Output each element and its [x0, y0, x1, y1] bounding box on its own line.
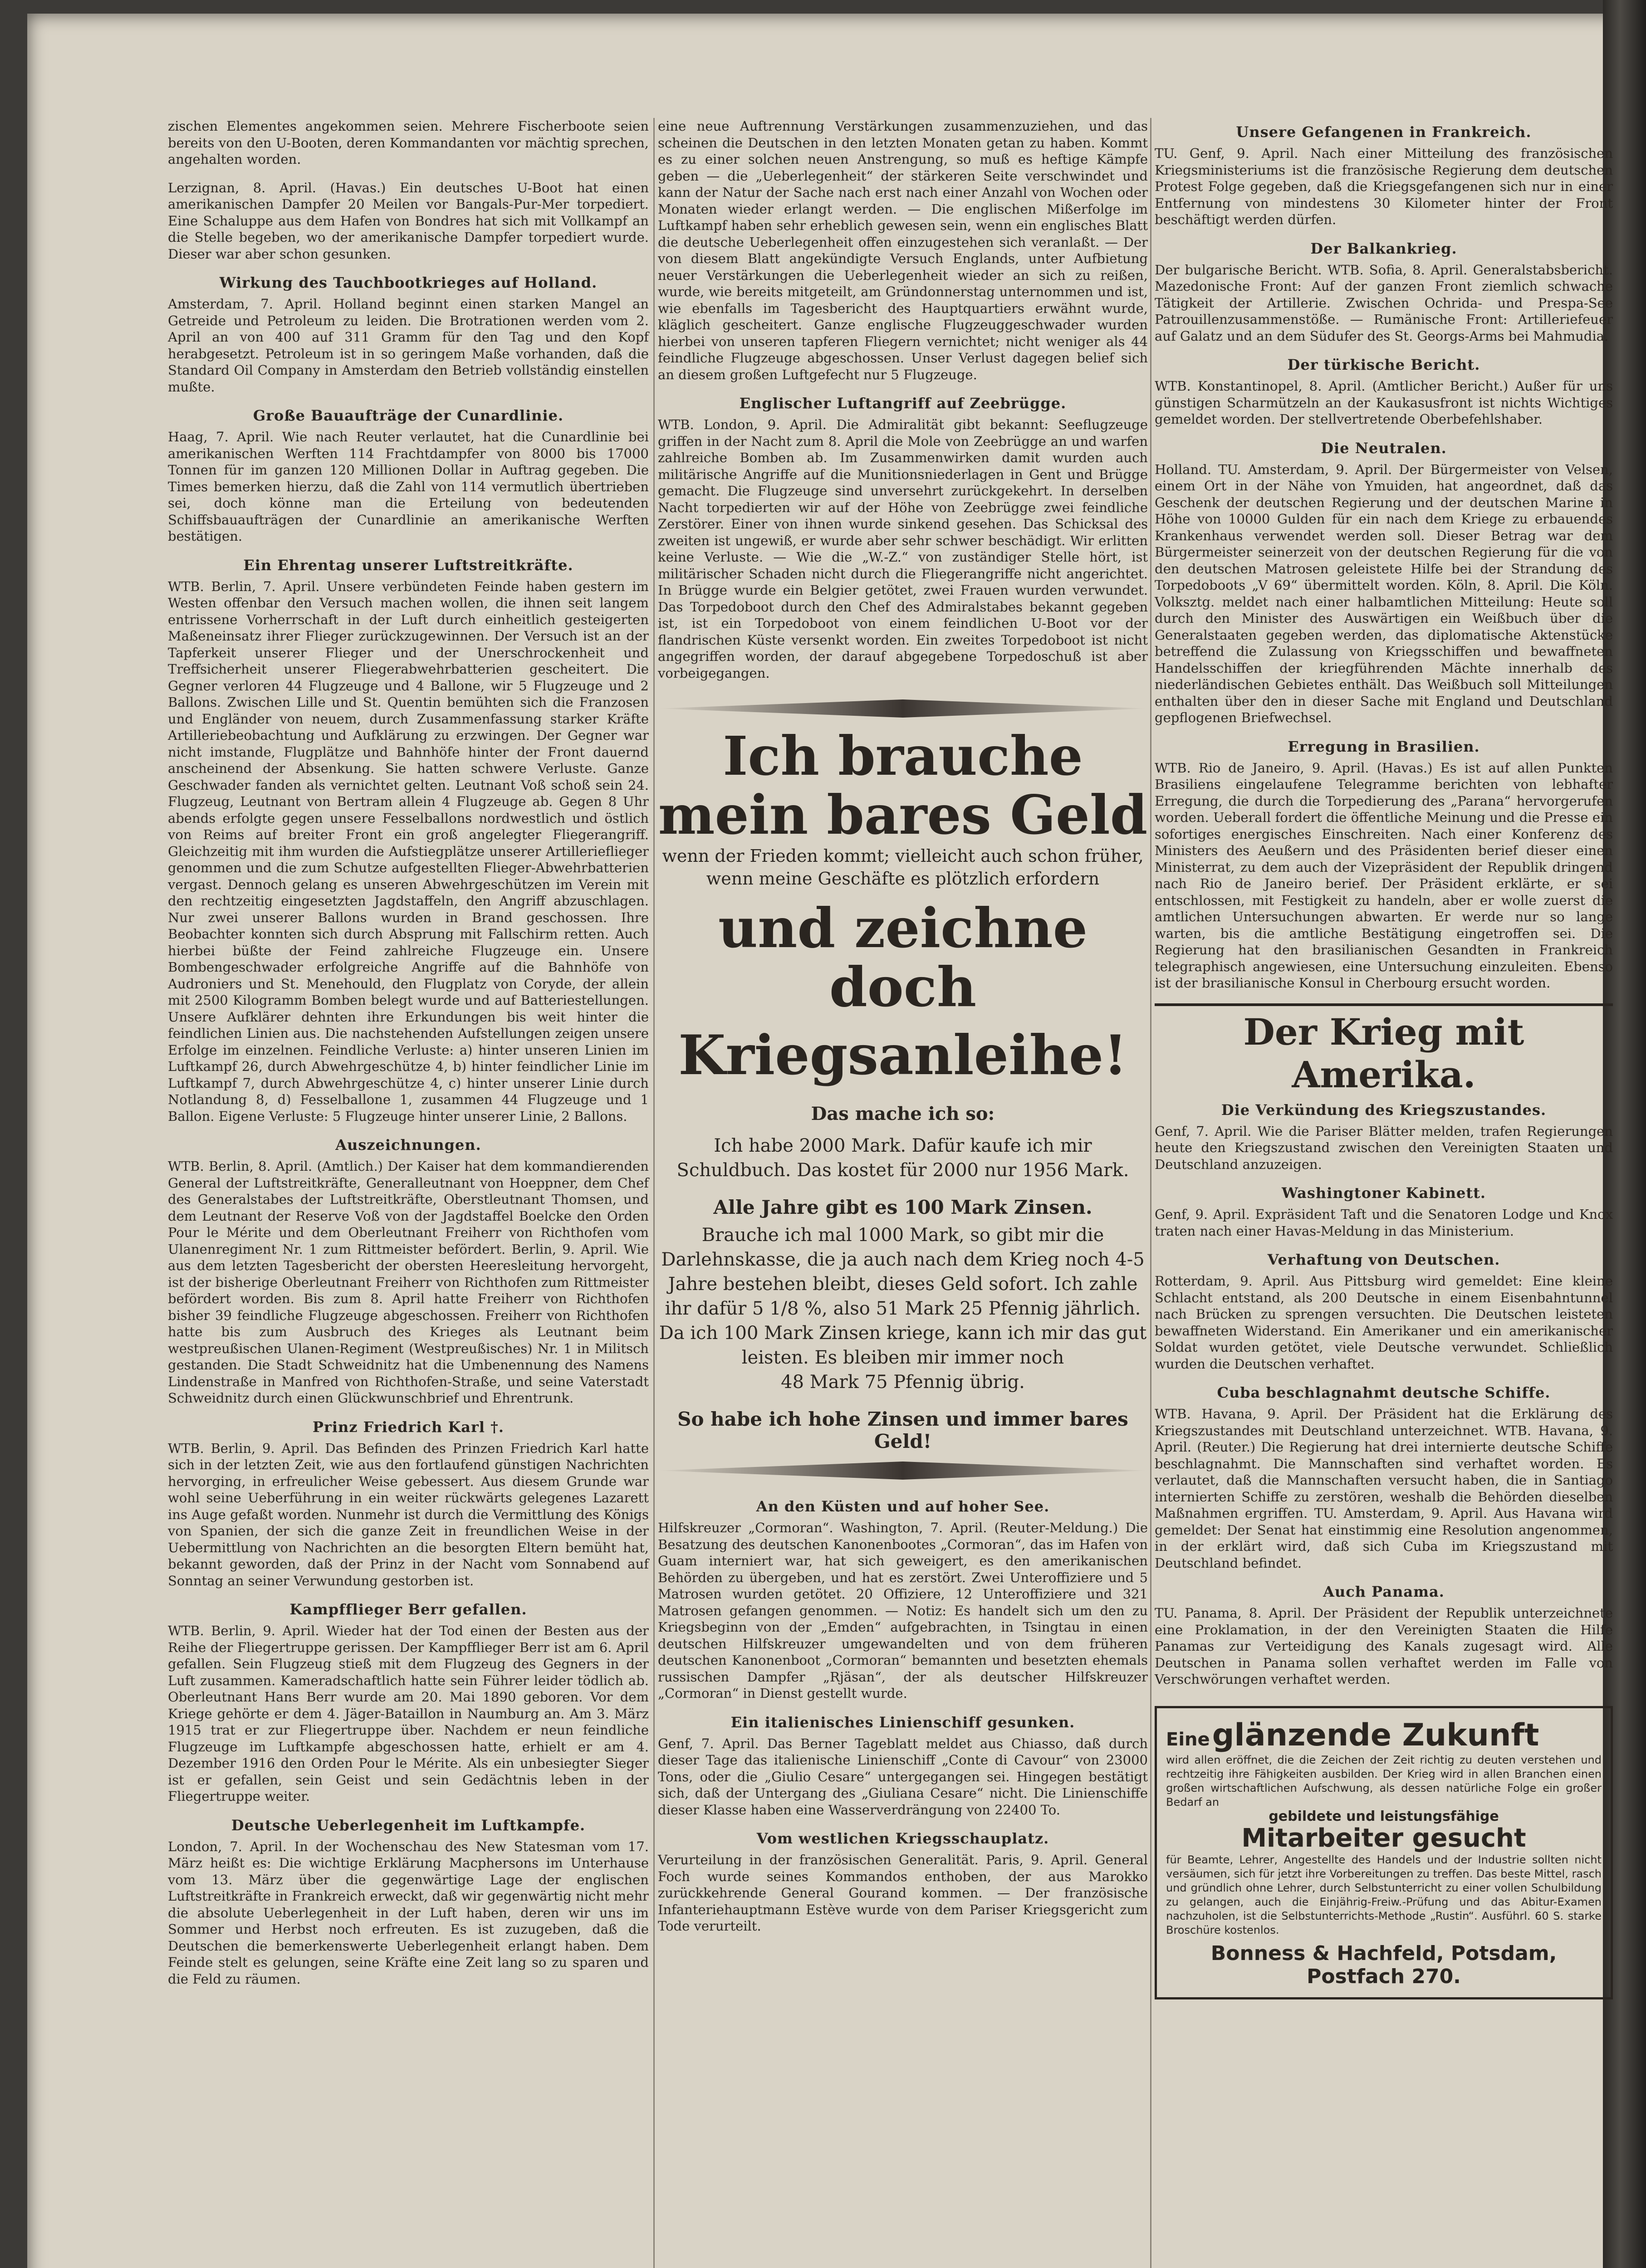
article-heading: Deutsche Ueberlegenheit im Luftkampfe. — [231, 1816, 586, 1834]
article — [1155, 240, 1613, 345]
article-body: TU. Genf, 9. April. Nach einer Mitteilung des französischen Kriegsministeriums ist die französische Regierung dem deutschen Protest Folge gegeben, daß die Kriegsgefangenen sich nur in einer Entfernung von mindestens 30 Kilometer hinter der Front beschäftigt werden dürfen. — [1155, 146, 1613, 227]
article-heading: Cuba beschlagnahmt deutsche Schiffe. — [1217, 1384, 1551, 1401]
article — [168, 118, 649, 168]
article — [168, 1601, 649, 1805]
article-heading: Vom westlichen Kriegsschauplatz. — [756, 1830, 1049, 1847]
article-heading: Erregung in Brasilien. — [1288, 738, 1480, 755]
ad-headline: Kriegsanleihe! — [678, 1023, 1127, 1087]
ad-headline: Mitarbeiter gesucht — [1241, 1823, 1526, 1853]
article — [168, 180, 649, 263]
ad-eine: Eine — [1166, 1729, 1210, 1750]
article-body: Holland. TU. Amsterdam, 9. April. Der Bürgermeister von Velsen, einem Ort in der Nähe von Ymuiden, hat angeordnet, daß das Geschenk der deutschen Regierung und der deutschen Marine in Höhe von 10000 Gulden für ein nach dem Kriege zu erbauendes Krankenhaus verwendet werden soll. Dieser Betrag war dem Bürgermeister seinerzeit von der deutschen Regierung für die von den deutschen Matrosen geleistete Hilfe bei der Strandung des Torpedoboots „V 69“ übermittelt worden. Köln, 8. April. Die Köln. Volksztg. meldet nach einer halbamtlichen Mitteilung: Heute soll durch den Minister des Auswärtigen ein Weißbuch über die Generalstaaten gegeben werden, das diplomatische Aktenstücke betreffend die Zulassung von Kriegsschiffen und bewaffneten Handelsschiffen der kriegführenden Mächte innerhalb des niederländischen Gebietes enthält. Das Weißbuch soll Mitteilungen enthalten über den in dieser Sache mit England und Deutschland gepflogenen Briefwechsel. — [1155, 461, 1613, 725]
article-body: WTB. London, 9. April. Die Admiralität gibt bekannt: Seeflugzeuge griffen in der Nacht zum 8. April die Mole von Zeebrügge an und warfen zahlreiche Bomben ab. Im Zusammenwirken damit wurden auch militärische Angriffe auf die Munitionsniederlagen in Gent und Brügge gemacht. Die Flugzeuge sind unversehrt zurückgekehrt. In derselben Nacht torpedierten wir auf der Höhe von Zeebrügge zwei feindliche Zerstörer. Einer von ihnen wurde sinkend gesehen. Das Schicksal des zweiten ist ungewiß, er wurde aber sehr schwer beschädigt. Wir erlitten keine Verluste. — Wie die „W.-Z.“ von zuständiger Stelle hört, ist militärischer Schaden nicht durch die Fliegerangriffe nicht angerichtet. In Brügge wurde ein Belgier getötet, zwei Frauen wurden verwundet. Das Torpedoboot durch den Chef des Admiralstabes bekannt gegeben ist, ist ein Torpedoboot von einem feindlichen U-Boot vor der flandrischen Küste versenkt worden. Ein zweites Torpedoboot ist nicht angegriffen worden, der darauf abgegebene Torpedoschuß ist aber vorbeigegangen. — [658, 417, 1148, 681]
article — [1155, 1251, 1613, 1372]
column-middle — [658, 118, 1148, 1946]
ad-subline: wenn meine Geschäfte es plötzlich erfordern — [706, 869, 1100, 889]
article-body: Haag, 7. April. Wie nach Reuter verlautet, hat die Cunardlinie bei amerikanischen Werften 114 Frachtdampfer von 8000 bis 17000 Tonnen für im ganzen 120 Millionen Dollar in Auftrag gegeben. Die Times bemerken hierzu, daß die Zahl von 114 vermutlich übertrieben sei, doch könne man die Erteilung von bedeutenden Schiffsbauaufträgen der Cunardlinie an amerikanische Werften bestätigen. — [168, 429, 649, 544]
column-rule — [1150, 118, 1151, 2268]
article — [1155, 1384, 1613, 1571]
article — [1155, 123, 1613, 228]
article — [658, 1714, 1148, 1818]
article-body: WTB. Berlin, 9. April. Das Befinden des Prinzen Friedrich Karl hatte sich in der letzten Zeit, wie aus den fortlaufend günstigen Nachrichten hervorging, in erfreulicher Weise gebessert. Aus diesem Grunde war wohl seine Ueberführung in ein weiter rückwärts gelegenes Lazarett ins Auge gefaßt worden. Nunmehr ist durch die Vermittlung des Königs von Spanien, der sich die ganze Zeit in freundlichen Weise in der Uebermittlung von Nachrichten an die besorgten Eltern bemüht hat, bekannt geworden, daß der Prinz in der Nacht vom Sonnabend auf Sonntag an seiner Verwundung gestorben ist. — [168, 1440, 649, 1589]
article-body: Genf, 7. April. Das Berner Tageblatt meldet aus Chiasso, daß durch dieser Tage das italienische Linienschiff „Conte di Cavour“ von 23000 Tons, oder die „Giulio Cesare“ untergegangen sei. Hingegen bestätigt sich, daß der Untergang des „Giuliana Cesare“ nicht. Die Linienschiffe dieser Klasse haben eine Wasserverdrängung von 22400 To. — [658, 1735, 1148, 1818]
section-title-amerika: Der Krieg mit Amerika. — [1155, 1003, 1613, 1096]
article-body: Genf, 7. April. Wie die Pariser Blätter melden, trafen Regierungen heute den Kriegszustand zwischen den Vereinigten Staaten und Deutschland anzuzeigen. — [1155, 1123, 1613, 1172]
article-body: WTB. Konstantinopel, 8. April. (Amtlicher Bericht.) Außer für uns günstigen Scharmützeln an der Kaukasusfront ist nichts Wichtiges gemeldet worden. Der stellvertretende Oberbefehlshaber. — [1155, 378, 1613, 427]
ad-headline: glänzende Zukunft — [1212, 1717, 1539, 1753]
article — [1155, 356, 1613, 428]
article-heading: Unsere Gefangenen in Frankreich. — [1236, 123, 1532, 141]
column-left — [168, 118, 649, 1999]
article-body: London, 7. April. In der Wochenschau des New Statesman vom 17. März heißt es: Die wichtige Erklärung Macphersons im Unterhause vom 13. März über die gegenwärtige Lage der englischen Luftstreitkräfte in Frankreich erweckt, daß wir gegenwärtig nicht mehr die absolute Ueberlegenheit in der Luft haben, deren wir uns im Sommer und Herbst noch erfreuten. Es ist zuzugeben, daß die Deutschen die bemerkenswerte Ueberlegenheit erlangt haben. Dem Feinde stelt es gelungen, seine Kräfte eine Zeit lang so zu sparen und die Feld zu räumen. — [168, 1838, 649, 1987]
article — [658, 1498, 1148, 1702]
ornament-divider — [658, 699, 1148, 718]
article-body: Amsterdam, 7. April. Holland beginnt einen starken Mangel an Getreide und Petroleum zu leiden. Die Brotrationen werden vom 2. April an von 400 auf 311 Gramm für den Tag und den Kopf herabgesetzt. Petroleum ist in so geringem Maße vorhanden, daß die Standard Oil Company in Amsterdam den Betrieb vollständig einstellen mußte. — [168, 296, 649, 395]
zukunft-advertisement — [1155, 1706, 1613, 1999]
article — [1155, 738, 1613, 992]
article-heading: Englischer Luftangriff auf Zeebrügge. — [739, 395, 1067, 412]
ad-text: Schuldbuch. Das kostet für 2000 nur 1956 Mark. — [676, 1160, 1129, 1181]
ad-body-emphasis: gebildete und leistungsfähige — [1269, 1808, 1499, 1824]
article-heading: Prinz Friedrich Karl †. — [312, 1418, 505, 1436]
ad-text: Brauche ich mal 1000 Mark, so gibt mir die Darlehnskasse, die ja auch nach dem Krieg noch 4-5 Jahre bestehen bleibt, dieses Geld sofort. Ich zahle ihr dafür 5 1/8 %, also 51 Mark 25 Pfennig jährlich. Da ich 100 Mark Zinsen kriege, kann ich mir das gut leisten. Es bleiben mir immer noch — [659, 1225, 1147, 1368]
kriegsanleihe-advertisement — [658, 699, 1148, 1480]
ad-interest: Alle Jahre gibt es 100 Mark Zinsen. — [713, 1196, 1092, 1218]
article-heading: Der türkische Bericht. — [1287, 356, 1480, 373]
column-right — [1155, 118, 1613, 1999]
article-body: Hilfskreuzer „Cormoran“. Washington, 7. April. (Reuter-Meldung.) Die Besatzung des deutschen Kanonenbootes „Cormoran“, das im Hafen von Guam interniert war, hat sich geweigert, es den amerikanischen Behörden zu übergeben, und hat es zerstört. Zwei Unteroffiziere und 5 Matrosen wurden getötet. 20 Offiziere, 12 Unteroffiziere und 321 Matrosen gefangen genommen. — Notiz: Es handelt sich um den zu Kriegsbeginn von der „Emden“ aufgebrachten, in Tsingtau in einen deutschen Hilfskreuzer umgewandelten und von dem früheren deutschen Kanonenboot „Cormoran“ bemannten und besetzten ehemals russischen Dampfer „Rjäsan“, der als deutscher Hilfskreuzer „Cormoran“ in Dienst gestellt wurde. — [658, 1520, 1148, 1701]
article-heading: Verhaftung von Deutschen. — [1267, 1251, 1500, 1268]
article-heading: Die Verkündung des Kriegszustandes. — [1221, 1101, 1547, 1119]
article-body: WTB. Havana, 9. April. Der Präsident hat die Erklärung des Kriegszustandes mit Deutschland unterzeichnet. WTB. Havana, 9. April. (Reuter.) Die Regierung hat drei internierte deutsche Schiffe beschlagnahmt. Die Mannschaften sind verhaftet worden. Es verlautet, daß die Mannschaften versucht haben, die in Santiago internierten Schiffe zu zerstören, weshalb die Behörden dieselben Maßnahmen ergriffen. TU. Amsterdam, 9. April. Aus Havana wird gemeldet: Der Senat hat einstimmig eine Resolution angenommen, in der erklärt wird, daß sich Cuba im Kriegszustand mit Deutschland befindet. — [1155, 1406, 1613, 1571]
article-body: WTB. Berlin, 9. April. Wieder hat der Tod einen der Besten aus der Reihe der Fliegertruppe gerissen. Der Kampfflieger Berr ist am 6. April gefallen. Sein Flugzeug stieß mit dem Flugzeug des Gegners in der Luft zusammen. Kameradschaftlich hatte sein Führer leider tödlich ab. Oberleutnant Hans Berr wurde am 20. Mai 1890 geboren. Vor dem Kriege gehörte er dem 4. Jäger-Bataillon in Naumburg an. Am 3. März 1915 trat er zur Fliegertruppe über. Nachdem er neun feindliche Flugzeuge im Luftkampfe abgeschossen hatte, erhielt er am 4. Dezember 1916 den Orden Pour le Mérite. Als ein unbesiegter Sieger ist er gefallen, sein Geist und sein Gedächtnis leben in der Fliegertruppe weiter. — [168, 1623, 649, 1804]
article-body: Lerzignan, 8. April. (Havas.) Ein deutsches U-Boot hat einen amerikanischen Dampfer 20 Meilen vor Bangals-Pur-Mer torpediert. Eine Schaluppe aus dem Hafen von Bondres hat sich mit Vollkampf an die Stelle begeben, wo der amerikanische Dampfer torpediert wurde. Dieser war aber schon gesunken. — [168, 180, 649, 262]
article — [168, 274, 649, 395]
ad-how: Das mache ich so: — [811, 1103, 995, 1124]
article-heading: Ein Ehrentag unserer Luftstreitkräfte. — [243, 556, 573, 574]
article-body: WTB. Berlin, 8. April. (Amtlich.) Der Kaiser hat dem kommandierenden General der Luftstreitkräfte, Generalleutnant von Hoeppner, dem Chef des Generalstabes der Luftstreitkräfte, Oberstleutnant Thomsen, und dem Leutnant der Reserve Voß von der Jagdstaffel Boelcke den Orden Pour le Mérite und dem Oberleutnant Freiherr von Richthofen vom Ulanenregiment Nr. 1 zum Rittmeister befördert. Berlin, 9. April. Wie aus dem letzten Tagesbericht der obersten Heeresleitung hervorgeht, ist der bisherige Oberleutnant Freiherr von Richthofen zum Rittmeister befördert worden. Bis zum 8. April hatte Freiherr von Richthofen bisher 39 feindliche Flugzeuge abgeschossen. Freiherr von Richthofen hatte bis zum Ausbruch des Krieges als Leutnant beim westpreußischen Ulanen-Regiment (Westpreußisches) Nr. 1 in Militsch gestanden. Die Stadt Schweidnitz hat die Umbenennung des Namens Lindenstraße in Manfred von Richthofen-Straße, und seine Vaterstadt Schweidnitz durch einen Glückwunschbrief und Ehrentrunk. — [168, 1158, 649, 1406]
article — [168, 557, 649, 1125]
article — [168, 1418, 649, 1589]
article — [1155, 440, 1613, 726]
column-rule — [653, 118, 655, 2268]
ad-headline: mein bares Geld — [658, 783, 1148, 846]
article-body: TU. Panama, 8. April. Der Präsident der Republik unterzeichnete eine Proklamation, in der den Vereinigten Staaten die Hilfe Panamas zur Verteidigung des Kanals zugesagt wird. Alle Deutschen in Panama sollen verhaftet werden im Falle von Verschwörungen verhaftet werden. — [1155, 1605, 1613, 1687]
article-body: zischen Elementes angekommen seien. Mehrere Fischerboote seien bereits von den U-Booten, deren Kommandanten vor mächtig sprechen, angehalten worden. — [168, 118, 649, 167]
ad-headline: und zeichne doch — [718, 896, 1088, 1019]
ad-text: 48 Mark 75 Pfennig übrig. — [781, 1372, 1025, 1393]
article-body: Verurteilung in der französischen Generalität. Paris, 9. April. General Foch wurde seines Kommandos enthoben, der aus Marokko zurückkehrende General Gourand kommen. — Der französische Infanteriehauptmann Estève wurde von dem Pariser Kriegsgericht zum Tode verurteilt. — [658, 1852, 1148, 1934]
article — [1155, 1583, 1613, 1688]
ad-body: wird allen eröffnet, die die Zeichen der Zeit richtig zu deuten verstehen und rechtzeitig ihre Fähigkeiten ausbilden. Der Krieg wird in allen Branchen einen großen wirtschaftlichen Aufschwung, als dessen natürliche Folge ein großer Bedarf an — [1166, 1753, 1602, 1809]
article-heading: Ein italienisches Linienschiff gesunken. — [730, 1713, 1075, 1731]
article-body: WTB. Rio de Janeiro, 9. April. (Havas.) Es ist auf allen Punkten Brasiliens eingelaufene Telegramme berichten von lebhafter Erregung, die durch die Torpedierung des „Parana“ hervorgerufen worden. Ueberall fordert die öffentliche Meinung und die Presse ein sofortiges energisches Einschreiten. Nach einer Konferenz des Ministers des Aeußern und des Präsidenten berief dieser einen Ministerrat, zu dem auch der Vizepräsident der Republik dringend nach Rio de Janeiro berief. Der Präsident erklärte, er sei entschlossen, mit Festigkeit zu handeln, aber er wolle zuerst die amtlichen Untersuchungen abwarten. Er werde nur so lange warten, bis die amtliche Bestätigung eingetroffen sei. Die Regierung hat den brasilianischen Gesandten in Frankreich telegraphisch angewiesen, eine Untersuchung einzuleiten. Ebenso ist der brasilianische Konsul in Cherbourg ersucht worden. — [1155, 760, 1613, 991]
article-body: WTB. Berlin, 7. April. Unsere verbündeten Feinde haben gestern im Westen offenbar den Versuch machen wollen, die ihnen seit langem entrissene Vorherrschaft in der Luft durch einheitlich gesteigerten Maßeneinsatz ihrer Flieger zurückzugewinnen. Der Versuch ist an der Tapferkeit unserer Flieger und der Unerschrockenheit und Treffsicherheit unserer Fliegerabwehrbatterien gescheitert. Die Gegner verloren 44 Flugzeuge und 4 Ballone, wir 5 Flugzeuge und 2 Ballons. Zwischen Lille und St. Quentin bemühten sich die Franzosen und Engländer von neuem, durch Zusammenfassung starker Kräfte Artilleriebeobachtung und Aufklärung zu erzwingen. Der Gegner war nicht imstande, Flugplätze und Bahnhöfe hinter der Front dauernd anscheinend der Absenkung. Sie hatten schwere Verluste. Ganze Geschwader fanden als vernichtet gelten. Leutnant Voß schoß sein 24. Flugzeug, Leutnant von Bertram allein 4 Flugzeuge ab. Gegen 8 Uhr abends erfolgte gegen unsere Fesselballons nordwestlich und östlich von Reims auf breiter Front ein groß angelegter Fliegerangriff. Gleichzeitig mit ihm wurden die Aufstiegplätze unserer Artillerieflieger genommen und die zum Schutze aufgestellten Flieger-Abwehrbatterien vergast. Dennoch gelang es unseren Abwehrgeschützen im Verein mit den rechtzeitig eingesetzten Jagdstaffeln, den Angriff abzuschlagen. Nur zwei unserer Ballons wurden in Brand geschossen. Ihre Beobachter konnten sich durch Absprung mit Fallschirm retten. Auch hierbei büßte der Feind zahlreiche Flugzeuge ein. Unsere Bombengeschwader erfolgreiche Angriffe auf die Bahnhöfe von Audroniers und St. Menehould, den Flugplatz von Coryde, der allein mit 2500 Kilogramm Bomben belegt wurde und auf Batteriestellungen. Unsere Aufklärer dehnten ihre Erkundungen bis weit hinter die feindlichen Linien aus. Die nachstehenden Aufstellungen zeigen unsere Erfolge im einzelnen. Feindliche Verluste: a) hinter unseren Linien im Luftkampf 26, durch Abwehrgeschütze 4, b) hinter feindlicher Linie im Luftkampf 7, durch Abwehrgeschütze 4, c) hinter unserer Linie durch Notlandung 8, d) Fesselballone 1, zusammen 44 Flugzeuge und 1 Ballon. Eigene Verluste: 5 Flugzeuge hinter unserer Linie, 2 Ballons. — [168, 578, 649, 1124]
article — [1155, 1101, 1613, 1173]
article-body: Genf, 9. April. Expräsident Taft und die Senatoren Lodge und Knox traten nach einer Havas-Meldung in das Ministerium. — [1155, 1207, 1613, 1239]
ad-closing: So habe ich hohe Zinsen und immer bares Geld! — [677, 1408, 1128, 1452]
article-body: Rotterdam, 9. April. Aus Pittsburg wird gemeldet: Eine kleine Schlacht entstand, als 200 Deutsche in einem Eisenbahntunnel nach Brücken zu sprengen versuchten. Die Deutschen leisteten bewaffneten Widerstand. Ein Amerikaner und ein amerikanischer Soldat wurden getötet, viele Deutsche verwundet. Schließlich wurden die Deutschen verhaftet. — [1155, 1273, 1613, 1372]
article-heading: Wirkung des Tauchbootkrieges auf Holland. — [219, 274, 598, 291]
article-heading: Der Balkankrieg. — [1310, 240, 1457, 257]
article — [1155, 1184, 1613, 1239]
ad-footer: Bonness & Hachfeld, Potsdam, Postfach 270. — [1210, 1941, 1557, 1988]
article-heading: Große Bauaufträge der Cunardlinie. — [253, 407, 564, 424]
ad-text: Ich habe 2000 Mark. Dafür kaufe ich mir — [714, 1135, 1092, 1156]
article — [658, 1830, 1148, 1935]
ornament-divider — [658, 1461, 1148, 1480]
article-heading: Washingtoner Kabinett. — [1281, 1184, 1486, 1202]
article-heading: Kampfflieger Berr gefallen. — [289, 1601, 527, 1618]
article-body: eine neue Auftrennung Verstärkungen zusammenzuziehen, und das scheinen die Deutschen in den letzten Monaten getan zu haben. Kommt es zu einer solchen neuen Anstrengung, so muß es heftige Kämpfe geben — die „Ueberlegenheit“ der stärkeren Seite verschwindet und kann der Natur der Sache nach erst nach einer Anzahl von Wochen oder Monaten wieder erlangt werden. — Die englischen Mißerfolge im Luftkampf haben sehr erheblich gewesen sein, wenn ein englisches Blatt die deutsche Ueberlegenheit offen einzugestehen sich veranlaßt. — Der von diesem Blatt angekündigte Versuch Englands, unter Aufbietung neuer Verstärkungen die Ueberlegenheit wieder an sich zu reißen, wurde, wie bereits mitgeteilt, am Gründonnerstag unternommen und ist, wie ebenfalls im Tagesbericht des Hauptquartiers erwähnt wurde, kläglich gescheitert. Ganze englische Flugzeuggeschwader wurden hierbei von unseren tapferen Fliegern vernichtet; nicht weniger als 44 feindliche Flugzeuge abgeschossen. Unser Verlust dagegen belief sich an diesem großen Luftgefecht nur 5 Flugzeuge. — [658, 118, 1148, 382]
article-heading: An den Küsten und auf hoher See. — [756, 1498, 1050, 1515]
ad-body: für Beamte, Lehrer, Angestellte des Handels und der Industrie sollten nicht versäumen, sich für jetzt ihre Vorbereitungen zu treffen. Das beste Mittel, rasch und gründlich ohne Lehrer, durch Selbstunterricht zu einer vollen Schulbildung zu gelangen, auch die Einjährig-Freiw.-Prüfung und das Abitur-Examen nachzuholen, ist die Selbstunterrichts-Methode „Rustin“. Ausführl. 60 S. starke Broschüre kostenlos. — [1166, 1853, 1602, 1936]
article-heading: Auszeichnungen. — [335, 1136, 481, 1154]
article — [168, 407, 649, 545]
ad-subline: wenn der Frieden kommt; vielleicht auch schon früher, — [662, 846, 1144, 866]
article — [658, 395, 1148, 681]
article-body: Der bulgarische Bericht. WTB. Sofia, 8. April. Generalstabsbericht. Mazedonische Front: Auf der ganzen Front ziemlich schwache Tätigkeit der Artillerie. Zwischen Ochrida- und Prespa-See Patrouillenzusammenstöße. — Rumänische Front: Artilleriefeuer auf Galatz und an dem Südufer des St. Georgs-Arms bei Mahmudia. — [1155, 262, 1613, 344]
ad-headline: Ich brauche — [723, 724, 1083, 787]
article-heading: Auch Panama. — [1323, 1583, 1445, 1600]
article-heading: Die Neutralen. — [1321, 439, 1447, 457]
article — [168, 1817, 649, 1988]
article — [658, 118, 1148, 383]
article — [168, 1136, 649, 1407]
